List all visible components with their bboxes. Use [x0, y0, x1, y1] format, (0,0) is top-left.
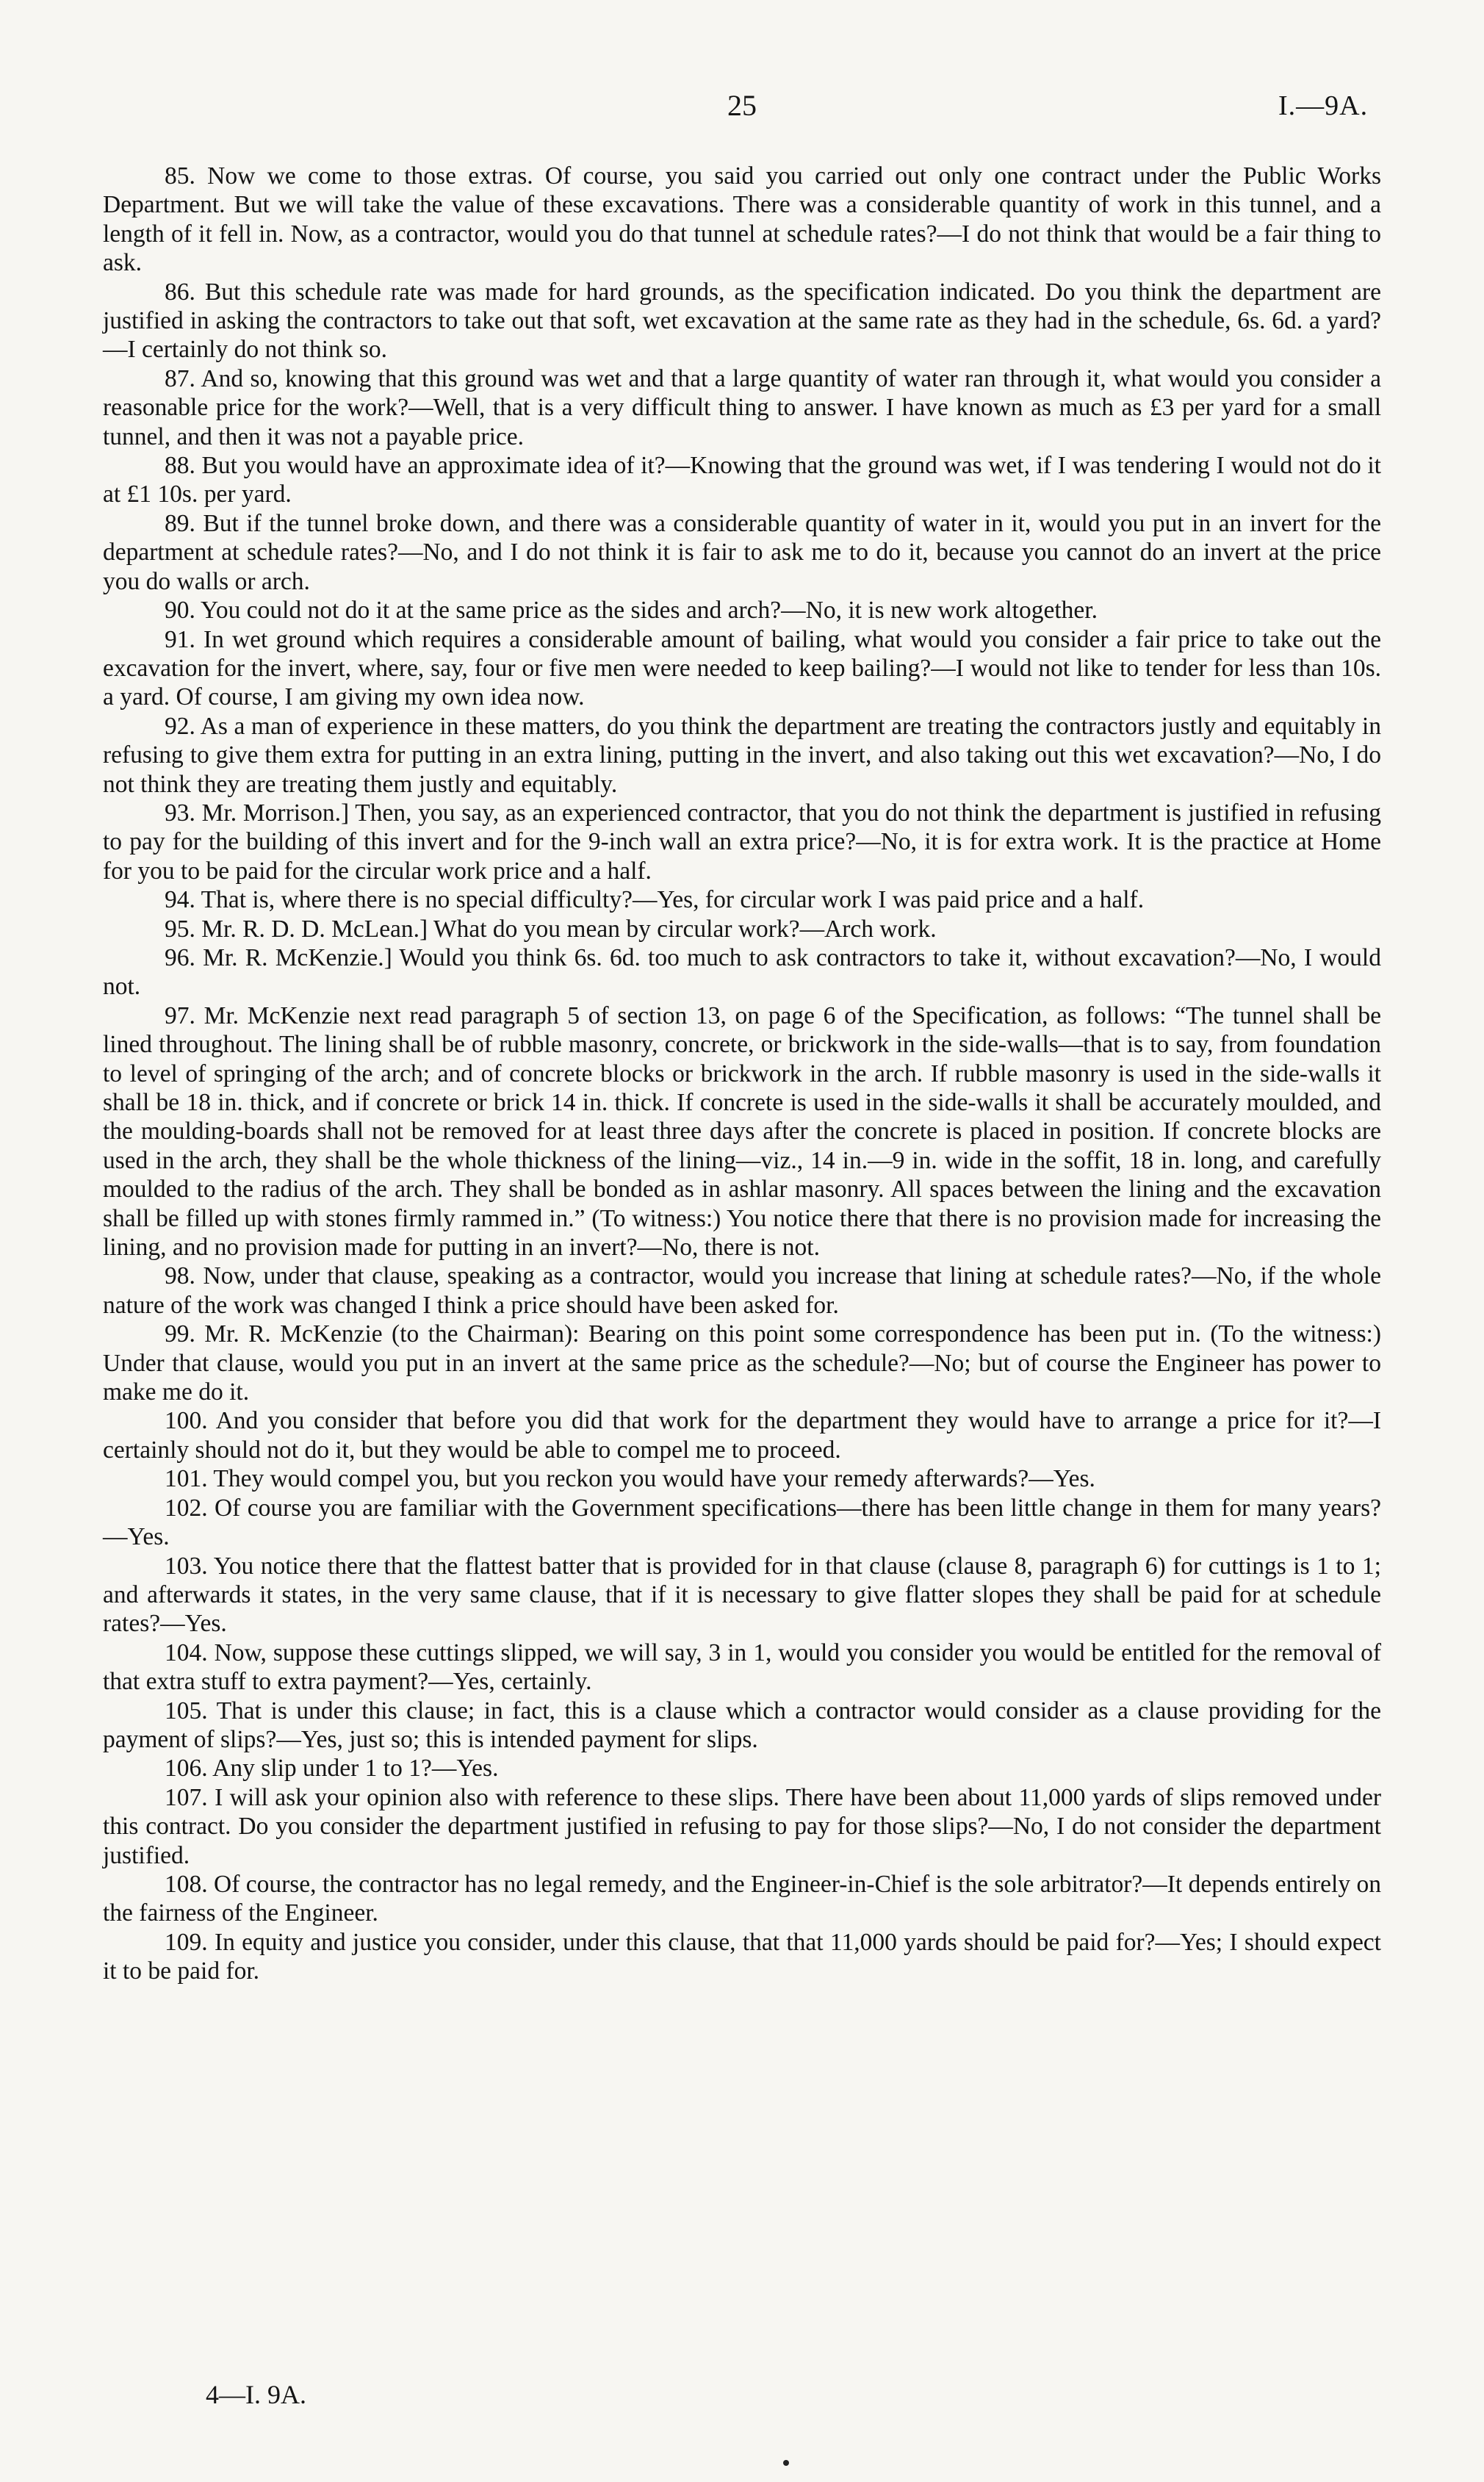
paragraph-92: 92. As a man of experience in these matters, do you think the department are treating the contractors justly and equitably in refusing to give them extra for putting in an extra lining, putting in the invert, and also taking out this wet excavation?—No, I do not think they are treating them justly and equitably. — [103, 712, 1381, 798]
paragraph-105: 105. That is under this clause; in fact, this is a clause which a contractor would consider as a clause providing for the payment of slips?—Yes, just so; this is intended payment for slips. — [103, 1697, 1381, 1753]
paragraph-108: 108. Of course, the contractor has no legal remedy, and the Engineer-in-Chief is the sole arbitrator?—It depends entirely on the fairness of the Engineer. — [103, 1870, 1381, 1927]
document-reference: I.—9A. — [1278, 90, 1369, 121]
paragraph-104: 104. Now, suppose these cuttings slipped, we will say, 3 in 1, would you consider you would be entitled for the removal of that extra stuff to extra payment?—Yes, certainly. — [103, 1639, 1381, 1696]
paragraph-96: 96. Mr. R. McKenzie.] Would you think 6s. 6d. too much to ask contractors to take it, without excavation?—No, I would not. — [103, 943, 1381, 1001]
paragraph-99: 99. Mr. R. McKenzie (to the Chairman): Bearing on this point some correspondence has been put in. (To the witness:) Under that clause, would you put in an invert at the same price as the schedule?—No; but of course the Engineer has power to make me do it. — [103, 1320, 1381, 1406]
signature-mark: 4—I. 9A. — [206, 2380, 306, 2409]
paragraph-87: 87. And so, knowing that this ground was wet and that a large quantity of water ran through it, what would you consider a reasonable price for the work?—Well, that is a very difficult thing to answer. I have known as much as £3 per yard for a small tunnel, and then it was not a payable price. — [103, 364, 1381, 450]
paragraph-95: 95. Mr. R. D. D. McLean.] What do you mean by circular work?—Arch work. — [165, 915, 937, 943]
page-number: 25 — [727, 89, 757, 122]
paragraph-88: 88. But you would have an approximate idea of it?—Knowing that the ground was wet, if I was tendering I would not do it at £1 10s. per yard. — [103, 452, 1381, 508]
paragraph-89: 89. But if the tunnel broke down, and there was a considerable quantity of water in it, would you put in an invert for the department at schedule rates?—No, and I do not think it is fair to ask me to do it, because you cannot do an invert at the price you do walls or arch. — [103, 509, 1381, 595]
paragraph-97: 97. Mr. McKenzie next read paragraph 5 of section 13, on page 6 of the Specification, as follows: “The tunnel shall be lined throughout. The lining shall be of rubble masonry, concrete, or brickwork in the side-walls—that is to say, from foundation to level of springing of the arch; and of concrete blocks or brickwork in the arch. If rubble masonry is used in the side-walls it shall be 18 in. thick, and if concrete or brick 14 in. thick. If concrete is used in the side-walls it shall be accurately moulded, and the moulding-boards shall not be removed for at least three days after the concrete is placed in position. If concrete blocks are used in the arch, they shall be the whole thickness of the lining—viz., 14 in.—9 in. wide in the soffit, 18 in. long, and carefully moulded to the radius of the arch. They shall be bonded as in ashlar masonry. All spaces between the lining and the excavation shall be filled up with stones firmly rammed in.” (To witness:) You notice there that there is no provision made for increasing the lining, and no provision made for putting in an invert?—No, there is not. — [103, 1001, 1381, 1262]
paragraph-85: 85. Now we come to those extras. Of course, you said you carried out only one contract under the Public Works Department. But we will take the value of these excavations. There was a considerable quantity of work in this tunnel, and a length of it fell in. Now, as a contractor, would you do that tunnel at schedule rates?—I do not think that would be a fair thing to ask. — [103, 162, 1381, 277]
paragraph-100: 100. And you consider that before you did that work for the department they would have to arrange a price for it?—I certainly should not do it, but they would be able to compel me to proceed. — [103, 1407, 1381, 1464]
paragraph-94: 94. That is, where there is no special difficulty?—Yes, for circular work I was paid price and a half. — [165, 886, 1145, 914]
paragraph-98: 98. Now, under that clause, speaking as a contractor, would you increase that lining at schedule rates?—No, if the whole nature of the work was changed I think a price should have been asked for. — [103, 1262, 1381, 1319]
paragraph-102: 102. Of course you are familiar with the Government specifications—there has been little change in them for many years?—Yes. — [103, 1494, 1381, 1551]
paragraph-101: 101. They would compel you, but you reckon you would have your remedy afterwards?—Yes. — [165, 1465, 1095, 1493]
paragraph-106: 106. Any slip under 1 to 1?—Yes. — [165, 1755, 499, 1783]
paragraph-86: 86. But this schedule rate was made for hard grounds, as the specification indicated. Do you think the department are justified in asking the contractors to take out that soft, wet excavation at the same rate as they had in the schedule, 6s. 6d. a yard?—I certainly do not think so. — [103, 278, 1381, 364]
paragraph-103: 103. You notice there that the flattest batter that is provided for in that clause (clause 8, paragraph 6) for cuttings is 1 to 1; and afterwards it states, in the very same clause, that if it is necessary to give flatter slopes they shall be paid for at schedule rates?—Yes. — [103, 1552, 1381, 1638]
paragraph-93: 93. Mr. Morrison.] Then, you say, as an experienced contractor, that you do not think the department is justified in refusing to pay for the building of this invert and for the 9-inch wall an extra price?—No, it is for extra work. It is the practice at Home for you to be paid for the circular work price and a half. — [103, 799, 1381, 885]
printer-dot — [783, 2460, 789, 2466]
paragraph-90: 90. You could not do it at the same price as the sides and arch?—No, it is new work altogether. — [165, 597, 1098, 625]
paragraph-107: 107. I will ask your opinion also with reference to these slips. There have been about 11,000 yards of slips removed under this contract. Do you consider the department justified in refusing to pay for those slips?—No, I do not consider the department justified. — [103, 1783, 1381, 1869]
paragraph-109: 109. In equity and justice you consider, under this clause, that that 11,000 yards should be paid for?—Yes; I should expect it to be paid for. — [103, 1928, 1381, 1985]
evidence-text — [103, 162, 1381, 1986]
paragraph-91: 91. In wet ground which requires a considerable amount of bailing, what would you consider a fair price to take out the excavation for the invert, where, say, four or five men were needed to keep bailing?—I would not like to tender for less than 10s. a yard. Of course, I am giving my own idea now. — [103, 625, 1381, 711]
